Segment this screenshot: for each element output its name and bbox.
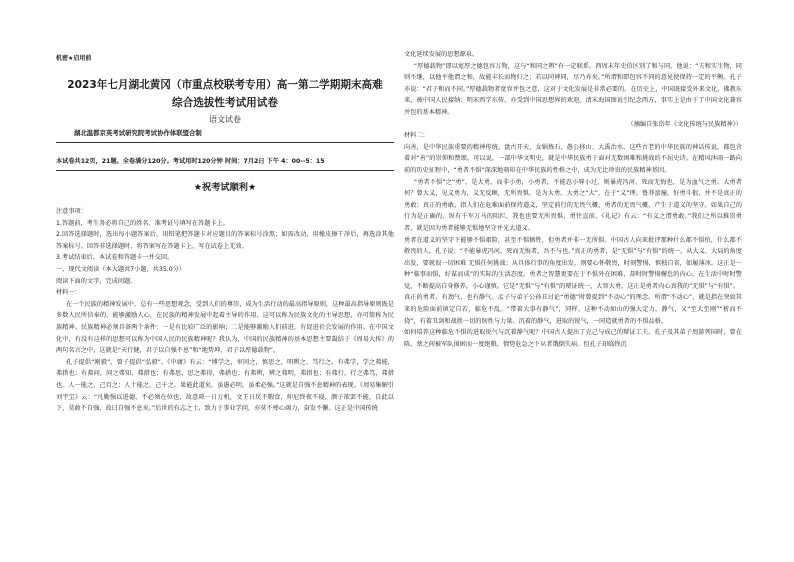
exam-title-line-2: 综合选拔性考试用试卷 <box>172 97 278 109</box>
notes-title: 注意事项： <box>56 208 87 215</box>
good-luck-banner: ★祝考试顺利★ <box>193 182 257 193</box>
exam-title-line-1: 2023年七月湖北黄冈（市重点校联考专用）高一第二学期期末高难 <box>67 79 383 91</box>
article-paragraph: 勇者在道义的坚守下能够不惧艰险，甚至不惧牺牲，但勇者并非一无所惧。中国古人向来批评那种什么都不惧怕，什么都不敬畏的人。孔子说：“不能暴虎冯河，死而无悔者，吾不与也。”真正的勇者，是“无惧”与“有惧”的统一。从大义、大局的角度出发，要就很一切困难 无惧任何挑战；从具体行事的角度出发，则要心怀敬畏，时刻警惕，慎独自省，如履薄冰。这正是一种“临事而惧，好谋而成”的实际的生活态度。勇者之智慧更要在于不惧外在困难，却时时警惕懈怠的内心，在生活中时时警觉，不断提高自身修养，小心谨慎。它是“无惧”与“有惧”的辩证统一，大智大勇，这正是勇者内心真我的“无惧”与“有惧”。 <box>404 236 742 290</box>
info-divider <box>56 170 394 171</box>
article-paragraph: “厚德载物”即以宽厚之德包容万物，这与“和同之辨”有一定联系。西周末年史伯区别了和与同，他说：“夫和实生物，同则不继，以他平他谓之和，故能丰长而物归之；若以同裨同，尽乃弃矣。”所谓和即包容不同的意见使保持一定的平衡。孔子亦说：“君子和而不同。”厚德载物者宽容并包之意，这对于文化发展是非常必要的。在历史上，中国既接受外来文化，佛教东来，被中国人民接纳；明末西学东传，亦受到中国思想界的欢迎。清末海国图说引纪念西方，事实上是由于了中国文化兼容并包的基本精神。 <box>404 62 742 116</box>
note-item: 3.考试结束后，本试卷和答题卡一并交回。 <box>56 254 174 262</box>
article-paragraph: 如何培养这种临危不惧的进取锐气与沉着静气呢？中国古人提出了克己与成己的辩证工夫。孔子及其弟子周游列国时，曾在陈、蔡之间被军队围困而一度绝粮，情势危急之下从者饿倒失病。但孔子却临终沉 <box>404 329 742 348</box>
article-paragraph: “勇者不惧”之“勇”，是大勇，而非小勇，小勇者，不能忍小辱小过，则暴虎冯河、死而无悔也，是为血气之勇。大勇者何？曾大义，见义勇为，义无反顾，无所畏惧，是为大勇。大勇之“大”，在于“义”理。鲁莽蛮撞，好勇斗狠，并不是真正的勇敢；真正的勇敢，指人们在危难面前保持道义，坚定前行的无畏气概，勇者的无畏气概，产生于道义的坚守。如果自己的行为是正确的，纵有千军万马的阻拦，我也也要无所畏惧，勇往直前。《礼记》有云：“有义之谓勇敢。”我们之所以推崇勇者，就是因为勇者能够无惧地坚守并光大道义。 <box>404 178 742 232</box>
exam-info: 本试卷共12页，21题。全卷满分120分。考试用时120分钟 时间：7月2日 下午 4：00--5：15 <box>56 158 325 165</box>
header-divider <box>56 142 394 143</box>
material-label: 材料一： <box>56 289 81 297</box>
subject-title: 语文试卷 <box>209 115 241 124</box>
confidential-mark: 机密★启用前 <box>56 55 92 62</box>
right-text-block <box>404 49 742 350</box>
section-heading: 一、现代文阅读（本大题共7小题，共35.0分） <box>56 265 186 273</box>
note-item: 1.答题前，考生务必将自己的姓名、准考证号填写在答题卡上。 <box>56 219 229 227</box>
instructions-block <box>56 206 394 415</box>
note-item: 2.回答选择题时，选出每小题答案后，用铅笔把答题卡对应题目的答案标号涂黑；如需改动，用橡皮擦干净后，再选涂其他答案标号。回答非选择题时，将答案写在答题卡上，写在试卷上无效。 <box>56 231 394 250</box>
article-paragraph: 向善，是中华民族重要的精神传统。盘古开天、女娲炼石、愚公移山、大禹治水，这些古老的中华民族的神话传说，都包含着对“善”的崇仰和赞颂。可以说，一部中华文明史，就是中华民族勇于面对无数困难和挑战的不屈史诗。在精风沐雨一路向前的历史征程中，“勇者不惧”深深地刻印在中华民族的性格之中，成为无比珍贵的民族精神基因。 <box>404 143 742 174</box>
article-paragraph: 在一个民族的精神发展中，总有一些思想观念，受到人们的尊崇，成为生活行动的最高指导原则，这种最高指导原则既是多数人民所信奉的，能够激励人心，在民族的精神发展中起着主导的作用，这可以称为民族文化的主导思想，亦可简称为民族精神。民族精神必须具备两个条件：一是有比较广泛的影响；二是能够激励人们前进，有促进社会发展的作用。在中国文化中，有没有这样的思想可以称为中国人民的民族精神呢？我认为，中国的民族精神的基本思想主要凝结于《周易大传》的两句名言之中，这就是“天行健，君子以自强不息”和“地势坤，君子以厚德载物”。 <box>56 300 394 355</box>
source-citation: （摘编自张岱年《文化传统与民族精神》） <box>627 120 742 128</box>
organizer-line: 湖北温都京英考试研究院考试协作体联盟合制 <box>74 129 202 137</box>
article-paragraph: 孔子提倡“刚毅”，曾子提倡“弘毅”。《中庸》有云：“博学之，审问之，慎思之，明辨之，笃行之。有弗学，学之弗能，弗措也；有弗问，问之弗知，弗措也；有弗思，思之弗得，弗措也；有弗辨，辨之弗明，弗措也；有弗行，行之弗笃，弗措也。人一能之，己百之；人十能之，己千之。果能此道矣，虽愚必明，虽柔必强。”这就是自强不息精神的表现。《周易集解引刘宇宝》云：“凡勤强以进德，不必须在位也，故意舜一日万机，文王日昃不暇食，仲尼终夜不寝，颜子欲罢不能，自此以下，莫敢不自强，故曰自强不息矣。”后世的有志之士，致力于事业学问，亦莫不殚心竭力，奋发不懈。这正是中国传统 <box>56 358 394 413</box>
left-column <box>56 0 394 562</box>
article-paragraph: 文化延续发展的思想源泉。 <box>404 51 479 58</box>
article-paragraph: 真正的勇者，有劲气，也有静气。孟子与弟子公孙丑讨论“勇德”时曾提到“不动心”的理念。所谓“不动心”，就是指在突如其来的危险面前镇定自若，临危不乱。“带着大事有静气”，同样，这种不动如山的强大定力，静气，又“至大至刚”“析而不挠”，有着丑剑和战胜一切的韧性与力量。沉着的静气，进取的锐气，一同造就勇者的不惧品格。 <box>404 294 742 325</box>
section-instruction: 阅读下面的文字，完成问题。 <box>56 277 137 285</box>
material-label: 材料二： <box>404 132 429 140</box>
right-column <box>404 0 742 562</box>
